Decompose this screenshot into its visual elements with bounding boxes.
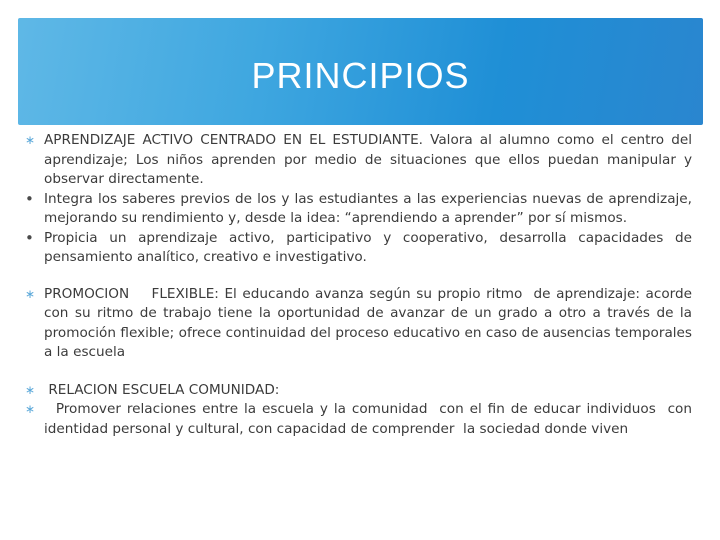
list-item-text: Promover relaciones entre la escuela y la comunidad con el fin de educar individuos con identidad personal y cultural, con capacidad de comprender la sociedad donde viven [44, 401, 697, 437]
asterisk-bullet-icon: ∗ [25, 286, 36, 301]
asterisk-bullet-icon: ∗ [25, 133, 36, 147]
dot-bullet-icon: • [25, 189, 34, 208]
slide-body [20, 131, 697, 439]
list-item-text: APRENDIZAJE ACTIVO CENTRADO EN EL ESTUDIANTE. Valora al alumno como el centro del aprendizaje; Los niños aprenden por medio de situaciones que ellos puedan manipular y observar directamente. [44, 132, 692, 187]
list-item-text: PROMOCION FLEXIBLE: El educando avanza según su propio ritmo de aprendizaje: acorde con su ritmo de trabajo tiene la oportunidad de avanzar de un grado a otro a través de la promoción flexible; ofrece continuidad del proceso educativo en caso de ausencias temporales a la escuela [44, 285, 697, 360]
asterisk-bullet-icon: ∗ [25, 402, 36, 416]
list-item [20, 229, 692, 268]
list-item [20, 285, 697, 363]
list-item-text: Propicia un aprendizaje activo, participativo y cooperativo, desarrolla capacidades de pensamiento analítico, creativo e investigativo. [44, 229, 692, 265]
list-item [20, 190, 692, 229]
asterisk-bullet-icon: ∗ [25, 382, 36, 397]
list-item-text: Integra los saberes previos de los y las estudiantes a las experiencias nuevas de aprendizaje, mejorando su rendimiento y, desde la idea: “aprendiendo a aprender” por sí mismos. [44, 190, 692, 226]
list-item-text: RELACION ESCUELA COMUNIDAD: [44, 381, 280, 398]
slide-title: PRINCIPIOS [251, 55, 470, 96]
list-item [20, 381, 692, 401]
list-item [20, 400, 697, 439]
list-item [20, 131, 692, 190]
dot-bullet-icon: • [25, 228, 34, 247]
